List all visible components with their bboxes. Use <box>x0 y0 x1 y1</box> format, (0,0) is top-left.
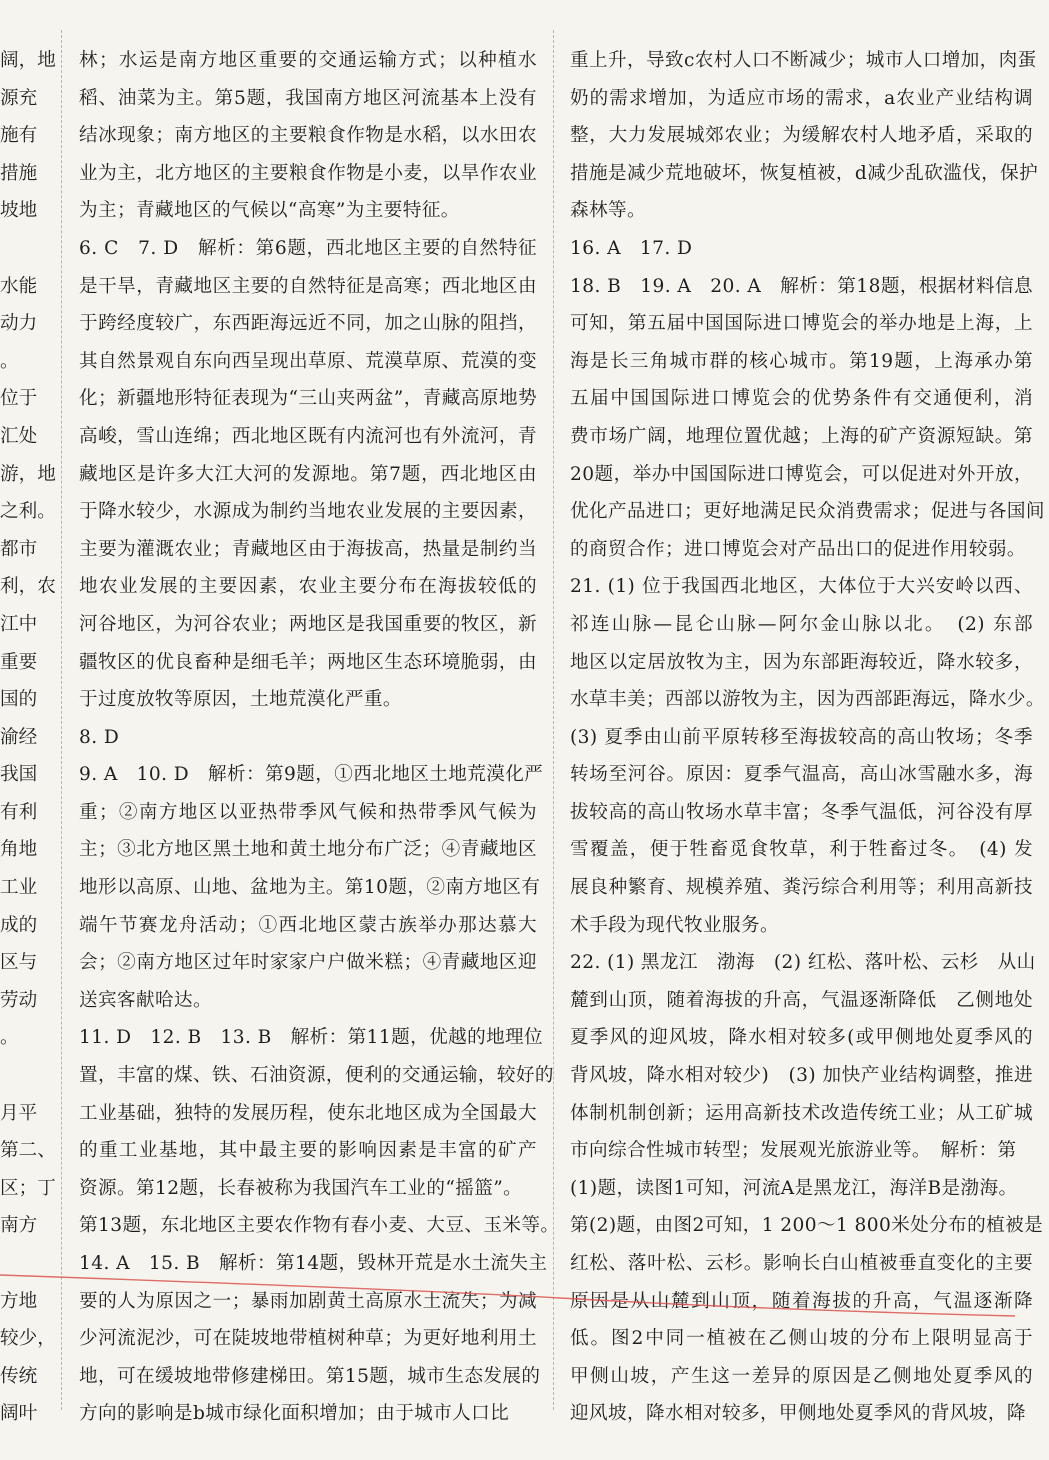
text-line: 麓到山顶，随着海拔的升高，气温逐渐降低 乙侧地处 <box>570 989 1033 1011</box>
text-line: 于跨经度较广，东西距海远近不同，加之山脉的阻挡， <box>79 313 537 335</box>
clipped-text-line: 汇处 <box>0 425 38 447</box>
text-line: 地形以高原、山地、盆地为主。第10题，②南方地区有 <box>79 877 541 899</box>
column-divider-right <box>553 30 554 1410</box>
left-column-clipped-text <box>0 42 56 1433</box>
text-line: 奶的需求增加，为适应市场的需求，a农业产业结构调 <box>570 87 1033 109</box>
text-line: 五届中国国际进口博览会的优势条件有交通便利，消 <box>570 388 1033 410</box>
column-divider-left <box>61 30 62 1410</box>
text-line: 于过度放牧等原因，土地荒漠化严重。 <box>79 689 402 711</box>
text-line: 6. C 7. D 解析：第6题，西北地区主要的自然特征 <box>79 237 537 259</box>
clipped-text-line: 施有 <box>0 125 38 147</box>
text-line: 雪覆盖，便于牲畜觅食牧草，利于牲畜过冬。 (4) 发 <box>570 839 1033 861</box>
clipped-text-line: 较少， <box>0 1328 56 1350</box>
text-line: 主；③北方地区黑土地和黄土地分布广泛；④青藏地区 <box>79 839 537 861</box>
clipped-text-line: 。 <box>0 1027 19 1049</box>
clipped-text-line <box>0 230 44 268</box>
text-line: (1)题，读图1可知，河流A是黑龙江，海洋B是渤海。 <box>570 1177 1018 1199</box>
text-line: 海是长三角城市群的核心城市。第19题，上海承办第 <box>570 350 1033 372</box>
text-line: 送宾客献哈达。 <box>79 989 212 1011</box>
clipped-text-line: 渝经 <box>0 726 38 748</box>
middle-column-answers <box>79 42 560 1433</box>
text-line: 9. A 10. D 解析：第9题，①西北地区土地荒漠化严 <box>79 764 544 786</box>
text-line: 稻、油菜为主。第5题，我国南方地区河流基本上没有 <box>79 87 537 109</box>
text-line: 16. A 17. D <box>570 237 693 259</box>
clipped-text-line: 。 <box>0 350 19 372</box>
text-line: 端午节赛龙舟活动；①西北地区蒙古族举办那达慕大 <box>79 914 537 936</box>
clipped-text-line: 阔叶 <box>0 1403 38 1425</box>
text-line: 展良种繁育、规模养殖、粪污综合利用等；利用高新技 <box>570 877 1033 899</box>
text-line: 方向的影响是b城市绿化面积增加；由于城市人口比 <box>79 1403 510 1425</box>
text-line: 重上升，导致c农村人口不断减少；城市人口增加，肉蛋 <box>570 50 1037 71</box>
text-line: 河谷地区，为河谷农业；两地区是我国重要的牧区，新 <box>79 613 537 635</box>
text-line: 拔较高的高山牧场水草丰富；冬季气温低，河谷没有厚 <box>570 801 1033 823</box>
text-line: 20题，举办中国国际进口博览会，可以促进对外开放， <box>570 463 1033 485</box>
text-line: 主要为灌溉农业；青藏地区由于海拔高，热量是制约当 <box>79 538 537 560</box>
clipped-text-line: 坡地 <box>0 200 38 222</box>
text-line: 转场至河谷。原因：夏季气温高，高山冰雪融水多，海 <box>570 764 1033 786</box>
text-line: 水草丰美；西部以游牧为主，因为西部距海远，降水少。 <box>570 689 1045 711</box>
text-line: 化；新疆地形特征表现为“三山夹两盆”，青藏高原地势 <box>79 388 537 410</box>
text-line: 迎风坡，降水相对较多，甲侧地处夏季风的背风坡，降 <box>570 1403 1026 1425</box>
text-line: 结冰现象；南方地区的主要粮食作物是水稻，以水田农 <box>79 125 537 147</box>
clipped-text-line <box>0 1057 44 1095</box>
clipped-text-line <box>0 1245 44 1283</box>
text-line: 置，丰富的煤、铁、石油资源，便利的交通运输，较好的 <box>79 1065 554 1087</box>
clipped-text-line: 利，农 <box>0 576 56 598</box>
text-line: 术手段为现代牧业服务。 <box>570 914 779 936</box>
text-line: 11. D 12. B 13. B 解析：第11题，优越的地理位 <box>79 1027 544 1049</box>
text-line: 少河流泥沙，可在陡坡地带植树种草；为更好地利用土 <box>79 1328 537 1350</box>
clipped-text-line: 劳动 <box>0 989 38 1011</box>
text-line: 高峻，雪山连绵；西北地区既有内流河也有外流河，青 <box>79 425 537 447</box>
text-line: 市向综合性城市转型；发展观光旅游业等。 解析：第 <box>570 1140 1017 1162</box>
clipped-text-line: 源充 <box>0 87 38 109</box>
clipped-text-line: 重要 <box>0 651 38 673</box>
clipped-text-line: 成的 <box>0 914 38 936</box>
clipped-text-line: 第二、 <box>0 1140 56 1162</box>
text-line: 第(2)题，由图2可知，1 200～1 800米处分布的植被是 <box>570 1215 1044 1237</box>
text-line: 原因是从山麓到山顶，随着海拔的升高，气温逐渐降 <box>570 1290 1033 1312</box>
clipped-text-line: 国的 <box>0 689 38 711</box>
text-line: 14. A 15. B 解析：第14题，毁林开荒是水土流失主 <box>79 1253 548 1274</box>
clipped-text-line: 传统 <box>0 1365 38 1387</box>
clipped-text-line: 之利。 <box>0 501 56 523</box>
text-line: 会；②南方地区过年时家家户户做米糕；④青藏地区迎 <box>79 952 537 974</box>
text-line: 地，可在缓坡地带修建梯田。第15题，城市生态发展的 <box>79 1365 541 1387</box>
text-line: 藏地区是许多大江大河的发源地。第7题，西北地区由 <box>79 463 537 485</box>
right-column-answers <box>570 42 1045 1433</box>
clipped-text-line: 阔，地 <box>0 50 56 71</box>
clipped-text-line: 区；丁 <box>0 1177 56 1199</box>
clipped-text-line: 有利 <box>0 801 38 823</box>
text-line: 可知，第五届中国国际进口博览会的举办地是上海，上 <box>570 313 1033 335</box>
text-line: 的商贸合作；进口博览会对产品出口的促进作用较弱。 <box>570 538 1026 560</box>
clipped-text-line: 措施 <box>0 162 38 184</box>
clipped-text-line: 水能 <box>0 275 38 297</box>
clipped-text-line: 方地 <box>0 1290 38 1312</box>
clipped-text-line: 南方 <box>0 1215 38 1237</box>
text-line: 祁连山脉—昆仑山脉—阿尔金山脉以北。 (2) 东部 <box>570 613 1033 635</box>
clipped-text-line: 月平 <box>0 1102 38 1124</box>
text-line: 22. (1) 黑龙江 渤海 (2) 红松、落叶松、云杉 从山 <box>570 952 1036 974</box>
text-line: 地区以定居放牧为主，因为东部距海较近，降水较多， <box>570 651 1033 673</box>
text-line: 工业基础，独特的发展历程，使东北地区成为全国最大 <box>79 1102 537 1124</box>
text-line: 费市场广阔，地理位置优越；上海的矿产资源短缺。第 <box>570 425 1033 447</box>
clipped-text-line: 都市 <box>0 538 38 560</box>
text-line: 背风坡，降水相对较少) (3) 加快产业结构调整，推进 <box>570 1065 1033 1087</box>
text-line: 体制机制创新；运用高新技术改造传统工业；从工矿城 <box>570 1102 1033 1124</box>
text-line: 要的人为原因之一；暴雨加剧黄土高原水土流失；为减 <box>79 1290 537 1312</box>
text-line: 为主；青藏地区的气候以“高寒”为主要特征。 <box>79 200 460 222</box>
text-line: 21. (1) 位于我国西北地区，大体位于大兴安岭以西、 <box>570 576 1033 598</box>
clipped-text-line: 动力 <box>0 313 38 335</box>
text-line: 优化产品进口；更好地满足民众消费需求；促进与各国间 <box>570 501 1045 523</box>
text-line: 18. B 19. A 20. A 解析：第18题，根据材料信息 <box>570 275 1033 297</box>
text-line: 重；②南方地区以亚热带季风气候和热带季风气候为 <box>79 801 537 823</box>
text-line: 业为主，北方地区的主要粮食作物是小麦，以旱作农业 <box>79 162 537 184</box>
text-line: 于降水较少，水源成为制约当地农业发展的主要因素， <box>79 501 537 523</box>
text-line: 夏季风的迎风坡，降水相对较多(或甲侧地处夏季风的 <box>570 1027 1033 1049</box>
text-line: 是干旱，青藏地区主要的自然特征是高寒；西北地区由 <box>79 275 537 297</box>
text-line: 疆牧区的优良畜种是细毛羊；两地区生态环境脆弱，由 <box>79 651 537 673</box>
clipped-text-line: 区与 <box>0 952 38 974</box>
clipped-text-line: 位于 <box>0 388 38 410</box>
text-line: 措施是减少荒地破坏，恢复植被，d减少乱砍滥伐，保护 <box>570 162 1039 184</box>
text-line: 第13题，东北地区主要农作物有春小麦、大豆、玉米等。 <box>79 1215 560 1237</box>
text-line: 8. D <box>79 726 120 748</box>
text-line: 森林等。 <box>570 200 646 222</box>
text-line: 整，大力发展城郊农业；为缓解农村人地矛盾，采取的 <box>570 125 1033 147</box>
clipped-text-line: 江中 <box>0 613 38 635</box>
text-line: 地农业发展的主要因素，农业主要分布在海拔较低的 <box>79 576 537 598</box>
text-line: 资源。第12题，长春被称为我国汽车工业的“摇篮”。 <box>79 1177 523 1199</box>
text-line: 红松、落叶松、云杉。影响长白山植被垂直变化的主要 <box>570 1253 1033 1274</box>
text-line: (3) 夏季由山前平原转移至海拔较高的高山牧场；冬季 <box>570 726 1033 748</box>
text-line: 甲侧山坡，产生这一差异的原因是乙侧地处夏季风的 <box>570 1365 1033 1387</box>
clipped-text-line: 游，地 <box>0 463 56 485</box>
text-line: 的重工业基地，其中最主要的影响因素是丰富的矿产 <box>79 1140 537 1162</box>
text-line: 林；水运是南方地区重要的交通运输方式；以种植水 <box>79 50 537 71</box>
clipped-text-line: 我国 <box>0 764 38 786</box>
clipped-text-line: 角地 <box>0 839 38 861</box>
text-line: 其自然景观自东向西呈现出草原、荒漠草原、荒漠的变 <box>79 350 537 372</box>
clipped-text-line: 工业 <box>0 877 38 899</box>
text-line: 低。图2中同一植被在乙侧山坡的分布上限明显高于 <box>570 1328 1033 1350</box>
